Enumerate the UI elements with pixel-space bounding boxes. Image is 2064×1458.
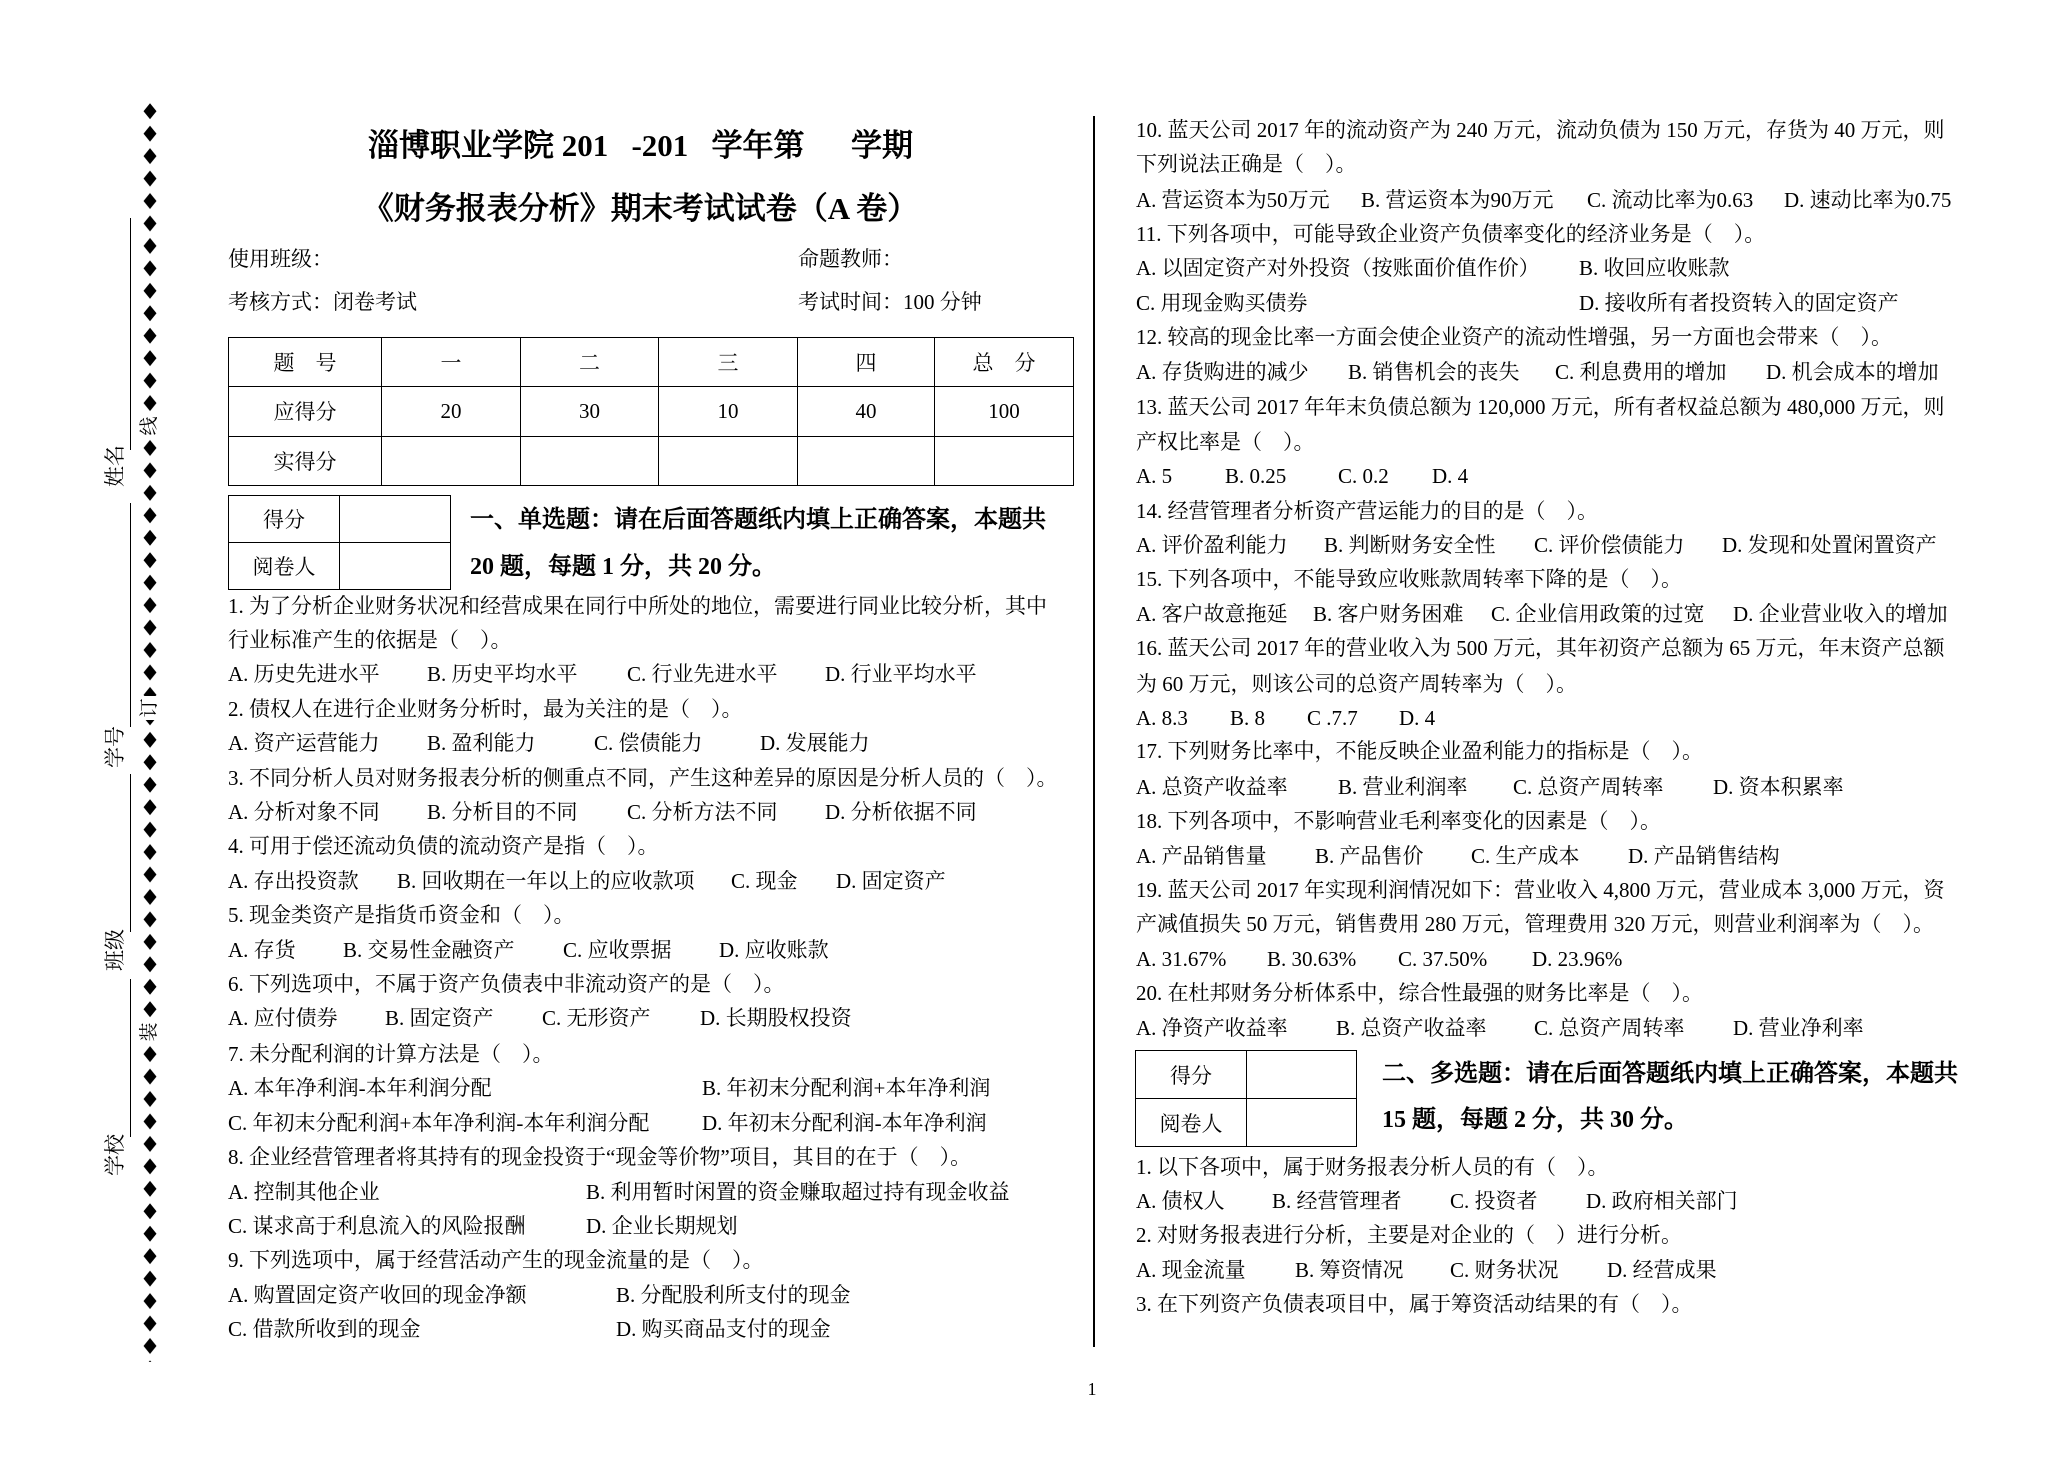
school-label: 学校 (103, 1134, 127, 1176)
section1-score-box (228, 495, 451, 590)
question-stem: 为 60 万元，则该公司的总资产周转率为（ ）。 (1136, 672, 1577, 696)
question-stem: 18. 下列各项中，不影响营业毛利率变化的因素是（ ）。 (1136, 809, 1661, 833)
class-label: 班级 (103, 929, 127, 971)
option: A. 以固定资产对外投资（按账面价值作价） (1136, 256, 1540, 280)
option: A. 分析对象不同 (228, 800, 380, 824)
option: B. 利用暂时闲置的资金赚取超过持有现金收益 (586, 1180, 1010, 1204)
option: B. 产品售价 (1315, 844, 1424, 868)
question-stem: 11. 下列各项中，可能导致企业资产负债率变化的经济业务是（ ）。 (1136, 222, 1766, 246)
blank-cell (340, 543, 451, 590)
option: C. 总资产周转率 (1513, 775, 1664, 799)
question-stem: 产权比率是（ ）。 (1136, 430, 1315, 454)
class-field-line (130, 774, 131, 932)
option: B. 0.25 (1225, 464, 1287, 488)
table-cell: 20 (382, 387, 521, 436)
cut-mark-staple: 订 (138, 696, 162, 720)
section2-heading: 15 题，每题 2 分，共 30 分。 (1382, 1107, 1688, 1133)
student-id-field-line (130, 503, 131, 727)
option: A. 本年净利润-本年利润分配 (228, 1076, 492, 1100)
section1-heading: 20 题，每题 1 分，共 20 分。 (470, 554, 776, 580)
option: C. 借款所收到的现金 (228, 1317, 421, 1341)
question-stem: 1. 为了分析企业财务状况和经营成果在同行中所处的地位，需要进行同业比较分析，其中 (228, 594, 1047, 618)
option: A. 购置固定资产收回的现金净额 (228, 1283, 527, 1307)
exam-time: 考试时间：100 分钟 (798, 290, 982, 314)
option: D. 经营成果 (1607, 1258, 1717, 1282)
option: C. 现金 (731, 869, 798, 893)
question-stem: 4. 可用于偿还流动负债的流动资产是指（ ）。 (228, 834, 659, 858)
question-stem: 16. 蓝天公司 2017 年的营业收入为 500 万元，其年初资产总额为 65 万元，年末资产总额 (1136, 636, 1945, 660)
question-stem: 2. 债权人在进行企业财务分析时，最为关注的是（ ）。 (228, 697, 743, 721)
option: B. 收回应收账款 (1579, 256, 1730, 280)
option: C. 0.2 (1338, 464, 1389, 488)
blank-cell (935, 436, 1074, 485)
question-stem: 10. 蓝天公司 2017 年的流动资产为 240 万元，流动负债为 150 万元，存货为 40 万元，则 (1136, 118, 1945, 142)
option: C. 总资产周转率 (1534, 1016, 1685, 1040)
table-cell: 30 (521, 387, 659, 436)
option: C. 利息费用的增加 (1555, 360, 1727, 384)
option: D. 企业长期规划 (586, 1214, 738, 1238)
blank-cell (521, 436, 659, 485)
question-stem: 2. 对财务报表进行分析，主要是对企业的（ ）进行分析。 (1136, 1223, 1682, 1247)
option: A. 资产运营能力 (228, 731, 380, 755)
option: B. 营运资本为90万元 (1361, 188, 1554, 212)
exam-mode: 考核方式：闭卷考试 (228, 290, 417, 314)
option: C. 企业信用政策的过宽 (1491, 602, 1705, 626)
page-number: 1 (1087, 1379, 1097, 1399)
question-stem: 20. 在杜邦财务分析体系中，综合性最强的财务比率是（ ）。 (1136, 981, 1703, 1005)
question-stem: 14. 经营管理者分析资产营运能力的目的是（ ）。 (1136, 499, 1598, 523)
grader-label: 阅卷人 (1136, 1099, 1247, 1147)
question-stem: 6. 下列选项中，不属于资产负债表中非流动资产的是（ ）。 (228, 972, 785, 996)
option: D. 营业净利率 (1733, 1016, 1864, 1040)
question-stem: 15. 下列各项中，不能导致应收账款周转率下降的是（ ）。 (1136, 567, 1682, 591)
header-cell: 一 (382, 338, 521, 387)
option: B. 8 (1230, 706, 1266, 730)
option: D. 应收账款 (719, 938, 829, 962)
option: B. 筹资情况 (1295, 1258, 1404, 1282)
question-stem: 8. 企业经营管理者将其持有的现金投资于“现金等价物”项目，其目的在于（ ）。 (228, 1145, 972, 1169)
option: D. 政府相关部门 (1586, 1189, 1738, 1213)
score-table-row (229, 387, 1074, 436)
option: D. 发展能力 (760, 731, 870, 755)
option: A. 存货购进的减少 (1136, 360, 1309, 384)
option: C. 用现金购买债券 (1136, 291, 1308, 315)
option: C. 流动比率为0.63 (1587, 188, 1754, 212)
option: D. 固定资产 (836, 869, 946, 893)
question-stem: 1. 以下各项中，属于财务报表分析人员的有（ ）。 (1136, 1155, 1609, 1179)
question-stem: 12. 较高的现金比率一方面会使企业资产的流动性增强，另一方面也会带来（ ）。 (1136, 325, 1892, 349)
option: C. 谋求高于利息流入的风险报酬 (228, 1214, 526, 1238)
question-stem: 行业标准产生的依据是（ ）。 (228, 628, 512, 652)
question-stem: 产减值损失 50 万元，销售费用 280 万元，管理费用 320 万元，则营业利润率为（ ）。 (1136, 912, 1934, 936)
option: B. 30.63% (1267, 947, 1357, 971)
section2-heading: 二、多选题：请在后面答题纸内填上正确答案，本题共 (1382, 1061, 1958, 1087)
table-cell: 100 (935, 387, 1074, 436)
option: D. 产品销售结构 (1628, 844, 1780, 868)
option: C. 评价偿债能力 (1534, 533, 1685, 557)
option: D. 机会成本的增加 (1766, 360, 1939, 384)
option: D. 23.96% (1532, 947, 1623, 971)
option: A. 产品销售量 (1136, 844, 1267, 868)
option: D. 行业平均水平 (825, 662, 977, 686)
cut-mark-bind: 装 (138, 1020, 162, 1044)
option: D. 年初末分配利润-本年净利润 (702, 1111, 987, 1135)
blank-cell (382, 436, 521, 485)
option: B. 营业利润率 (1338, 775, 1468, 799)
question-stem: 下列说法正确是（ ）。 (1136, 152, 1357, 176)
option: C. 行业先进水平 (627, 662, 778, 686)
option: A. 存出投资款 (228, 869, 359, 893)
option: A. 存货 (228, 938, 296, 962)
header-cell: 题 号 (229, 338, 382, 387)
option: B. 经营管理者 (1272, 1189, 1402, 1213)
option: C. 无形资产 (542, 1006, 651, 1030)
score-label: 得分 (229, 496, 340, 543)
option: C. 分析方法不同 (627, 800, 778, 824)
option: D. 速动比率为0.75 (1784, 188, 1952, 212)
name-label: 姓名 (103, 445, 127, 487)
question-stem: 7. 未分配利润的计算方法是（ ）。 (228, 1042, 554, 1066)
option: D. 4 (1432, 464, 1469, 488)
option: A. 历史先进水平 (228, 662, 380, 686)
blank-cell (798, 436, 935, 485)
exam-subtitle: 《财务报表分析》期末考试试卷（A 卷） (362, 191, 919, 226)
question-stem: 19. 蓝天公司 2017 年实现利润情况如下：营业收入 4,800 万元，营业成本 3,000 万元，资 (1136, 878, 1945, 902)
option: C. 投资者 (1450, 1189, 1538, 1213)
score-table (228, 337, 1074, 486)
option: B. 固定资产 (385, 1006, 494, 1030)
table-cell: 10 (659, 387, 798, 436)
option: A. 现金流量 (1136, 1258, 1246, 1282)
option: A. 控制其他企业 (228, 1180, 380, 1204)
option: B. 销售机会的丧失 (1348, 360, 1520, 384)
student-id-label: 学号 (103, 726, 127, 768)
option: A. 债权人 (1136, 1189, 1225, 1213)
option: C .7.7 (1307, 706, 1358, 730)
option: C. 年初末分配利润+本年净利润-本年利润分配 (228, 1111, 650, 1135)
score-label: 得分 (1136, 1051, 1247, 1099)
header-cell: 四 (798, 338, 935, 387)
option: B. 分析目的不同 (427, 800, 578, 824)
page-title: 淄博职业学院 201 -201 学年第 学期 (367, 128, 914, 163)
row-label: 应得分 (229, 387, 382, 436)
option: A. 8.3 (1136, 706, 1188, 730)
header-cell: 二 (521, 338, 659, 387)
option: A. 评价盈利能力 (1136, 533, 1288, 557)
column-divider (1093, 116, 1095, 1347)
option: B. 客户财务困难 (1313, 602, 1464, 626)
header-cell: 总 分 (935, 338, 1074, 387)
option: B. 回收期在一年以上的应收款项 (397, 869, 695, 893)
option: B. 判断财务安全性 (1324, 533, 1496, 557)
option: D. 接收所有者投资转入的固定资产 (1579, 291, 1899, 315)
option: C. 生产成本 (1471, 844, 1580, 868)
name-field-line (130, 218, 131, 450)
option: A. 营运资本为50万元 (1136, 188, 1330, 212)
question-stem: 13. 蓝天公司 2017 年年末负债总额为 120,000 万元，所有者权益总额为 480,000 万元，则 (1136, 395, 1945, 419)
table-cell: 40 (798, 387, 935, 436)
question-stem: 9. 下列选项中，属于经营活动产生的现金流量的是（ ）。 (228, 1248, 764, 1272)
option: C. 财务状况 (1450, 1258, 1559, 1282)
blank-cell (659, 436, 798, 485)
option: C. 37.50% (1398, 947, 1488, 971)
question-stem: 17. 下列财务比率中，不能反映企业盈利能力的指标是（ ）。 (1136, 739, 1703, 763)
cut-mark-line: 线 (138, 414, 162, 438)
grader-label: 阅卷人 (229, 543, 340, 590)
option: D. 4 (1399, 706, 1436, 730)
option: A. 总资产收益率 (1136, 775, 1288, 799)
option: D. 长期股权投资 (700, 1006, 852, 1030)
row-label: 实得分 (229, 436, 382, 485)
score-table-row (229, 436, 1074, 485)
question-stem: 3. 不同分析人员对财务报表分析的侧重点不同，产生这种差异的原因是分析人员的（ ）。 (228, 766, 1058, 790)
option: A. 净资产收益率 (1136, 1016, 1288, 1040)
blank-cell (1247, 1099, 1357, 1147)
section2-score-box (1135, 1050, 1357, 1147)
school-field-line (130, 979, 131, 1137)
option: B. 年初末分配利润+本年净利润 (702, 1076, 991, 1100)
option: C. 偿债能力 (594, 731, 703, 755)
option: B. 历史平均水平 (427, 662, 578, 686)
option: D. 购买商品支付的现金 (616, 1317, 831, 1341)
header-cell: 三 (659, 338, 798, 387)
option: D. 资本积累率 (1713, 775, 1844, 799)
class-label: 使用班级： (228, 247, 333, 271)
option: D. 发现和处置闲置资产 (1722, 533, 1937, 557)
blank-cell (1247, 1051, 1357, 1099)
option: B. 分配股利所支付的现金 (616, 1283, 851, 1307)
option: D. 企业营业收入的增加 (1733, 602, 1948, 626)
option: A. 应付债券 (228, 1006, 338, 1030)
section1-heading: 一、单选题：请在后面答题纸内填上正确答案，本题共 (470, 507, 1046, 533)
blank-cell (340, 496, 451, 543)
option: A. 31.67% (1136, 947, 1227, 971)
diamond-border (140, 100, 160, 1362)
option: A. 客户故意拖延 (1136, 602, 1288, 626)
option: B. 总资产收益率 (1336, 1016, 1487, 1040)
option: A. 5 (1136, 464, 1173, 488)
option: C. 应收票据 (563, 938, 672, 962)
option: B. 盈利能力 (427, 731, 536, 755)
option: D. 分析依据不同 (825, 800, 977, 824)
option: B. 交易性金融资产 (343, 938, 515, 962)
teacher-label: 命题教师： (798, 247, 903, 271)
question-stem: 3. 在下列资产负债表项目中，属于筹资活动结果的有（ ）。 (1136, 1292, 1693, 1316)
score-table-header-row (229, 338, 1074, 387)
question-stem: 5. 现金类资产是指货币资金和（ ）。 (228, 903, 575, 927)
